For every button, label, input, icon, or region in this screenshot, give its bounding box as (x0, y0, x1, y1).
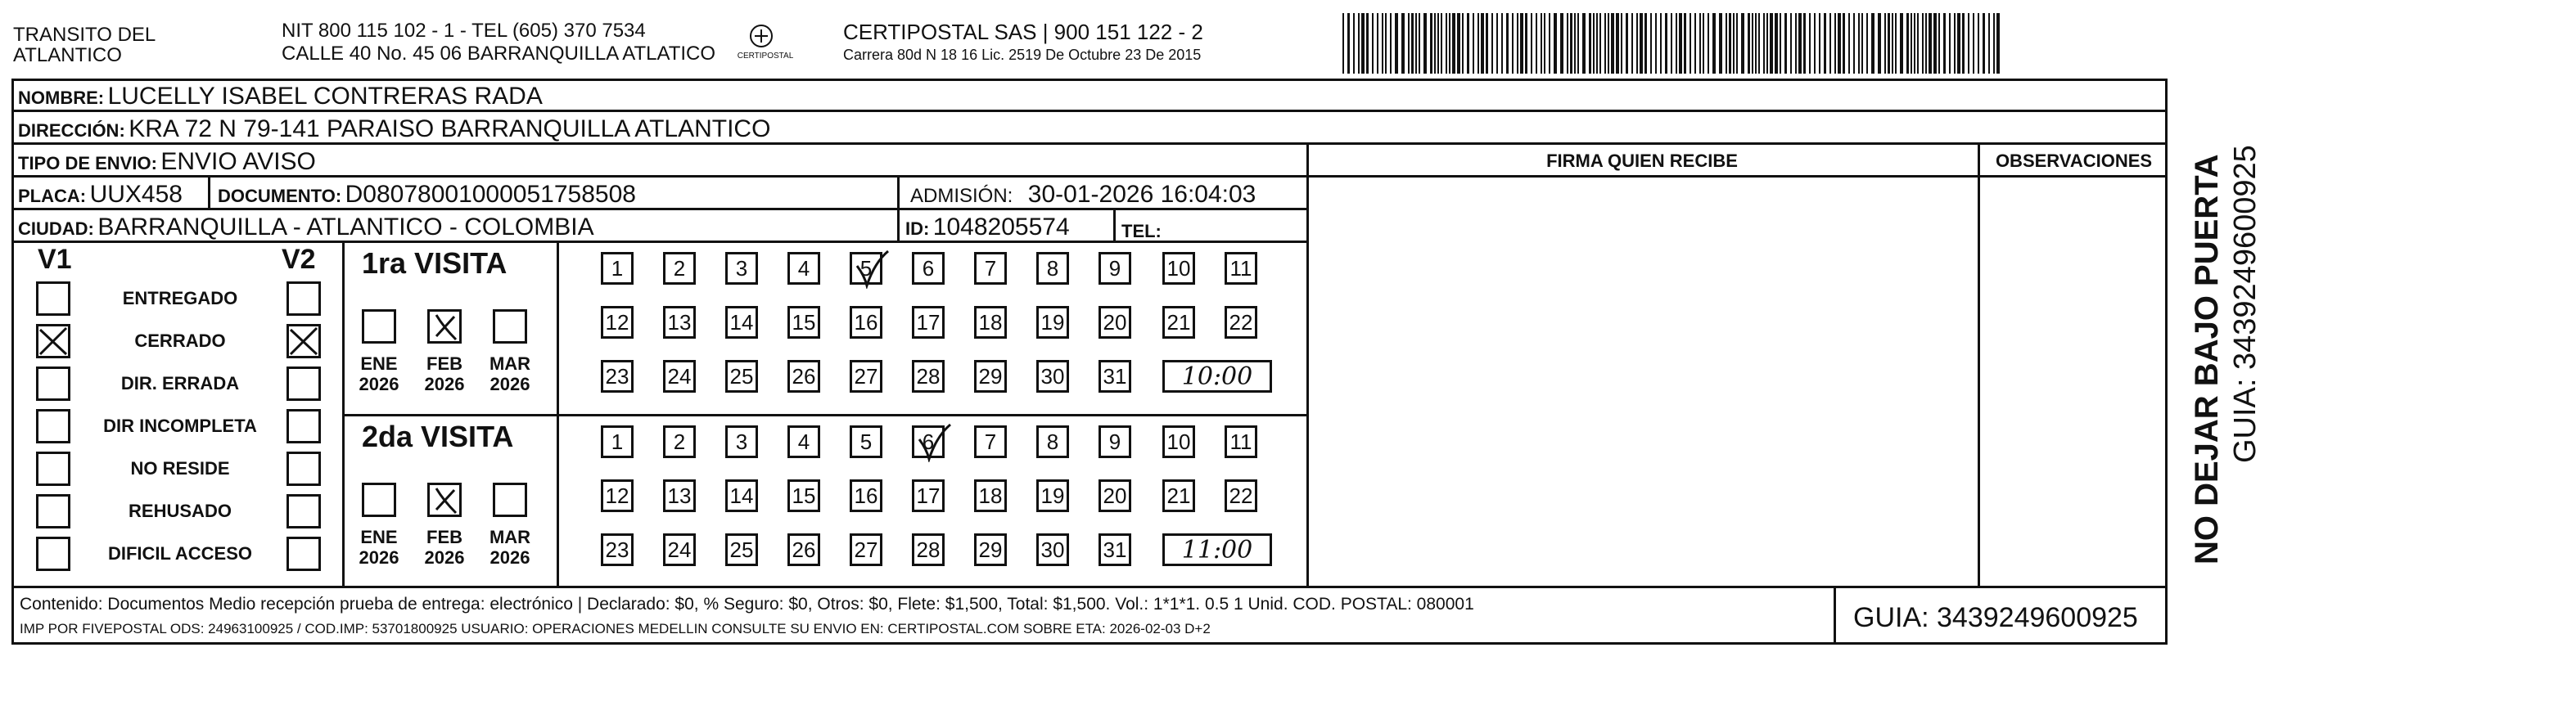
day-box[interactable]: 30 (1036, 360, 1069, 393)
status-label: ENTREGADO (122, 288, 238, 308)
day-box[interactable]: 21 (1162, 479, 1195, 512)
day-box[interactable]: 9 (1099, 425, 1131, 458)
v2-checkbox[interactable] (286, 537, 321, 571)
observaciones-header: OBSERVACIONES (1995, 151, 2153, 171)
day-box[interactable]: 20 (1099, 479, 1131, 512)
status-label: CERRADO (134, 331, 226, 351)
month-name: MAR (489, 527, 531, 547)
day-box[interactable]: 20 (1099, 306, 1131, 339)
day-box[interactable]: 6 (912, 425, 945, 458)
day-box[interactable]: 2 (663, 252, 696, 285)
status-label: NO RESIDE (130, 458, 230, 479)
ciudad-label: CIUDAD: (18, 218, 94, 239)
day-box[interactable]: 15 (787, 306, 820, 339)
day-box[interactable]: 26 (787, 360, 820, 393)
v1-checkbox[interactable] (36, 452, 70, 486)
day-box[interactable]: 14 (725, 479, 758, 512)
month-checkbox[interactable] (362, 309, 396, 344)
day-box[interactable]: 3 (725, 252, 758, 285)
day-box[interactable]: 31 (1099, 533, 1131, 566)
nit-line: NIT 800 115 102 - 1 - TEL (605) 370 7534 (282, 20, 646, 42)
day-box[interactable]: 31 (1099, 360, 1131, 393)
month-label (484, 353, 536, 395)
day-box[interactable]: 5 (850, 425, 882, 458)
day-box[interactable]: 25 (725, 533, 758, 566)
day-box[interactable]: 17 (912, 306, 945, 339)
admision-row (910, 182, 1256, 207)
day-box[interactable]: 22 (1225, 479, 1257, 512)
barcode-icon (1342, 13, 2001, 74)
month-name: ENE (360, 527, 398, 547)
day-box[interactable]: 1 (601, 425, 634, 458)
day-box[interactable]: 19 (1036, 306, 1069, 339)
side-warning: NO DEJAR BAJO PUERTA (2189, 154, 2225, 564)
time-box[interactable]: 10:00 (1162, 360, 1272, 393)
month-label (484, 527, 536, 569)
day-box[interactable]: 18 (974, 479, 1007, 512)
month-label (353, 353, 405, 395)
day-box[interactable]: 29 (974, 533, 1007, 566)
tipo-row (18, 150, 316, 174)
v1-checkbox[interactable] (36, 281, 70, 316)
month-name: FEB (426, 527, 462, 547)
month-name: ENE (360, 353, 398, 374)
month-label (353, 527, 405, 569)
day-box[interactable]: 16 (850, 306, 882, 339)
month-year: 2026 (489, 374, 530, 395)
day-box[interactable]: 4 (787, 252, 820, 285)
v2-checkbox[interactable] (286, 409, 321, 443)
v1-label: V1 (38, 244, 72, 275)
day-box[interactable]: 14 (725, 306, 758, 339)
v1-checkbox[interactable] (36, 324, 70, 358)
courier-address: Carrera 80d N 18 16 Lic. 2519 De Octubre 23 De 2015 (843, 47, 1202, 63)
month-checkbox[interactable] (493, 309, 527, 344)
day-box[interactable]: 11 (1225, 252, 1257, 285)
month-checkbox[interactable] (427, 483, 462, 517)
month-year: 2026 (359, 547, 399, 569)
month-name: FEB (426, 353, 462, 374)
day-box[interactable]: 29 (974, 360, 1007, 393)
nombre-value: LUCELLY ISABEL CONTRERAS RADA (107, 83, 543, 110)
day-box[interactable]: 16 (850, 479, 882, 512)
certipostal-logo (737, 21, 810, 64)
day-box[interactable]: 26 (787, 533, 820, 566)
admision-label: ADMISIÓN: (910, 185, 1013, 207)
day-box[interactable]: 6 (912, 252, 945, 285)
day-box[interactable]: 10 (1162, 425, 1195, 458)
day-box[interactable]: 11 (1225, 425, 1257, 458)
footer-line1: Contenido: Documentos Medio recepción prueba de entrega: electrónico | Declarado: $0, % Seguro: $0, Otros: $0, Flete: $1,500, Total: $1,500. Vol.: 1*1*1. 0.5 1 Unid. COD. POSTAL: 080001 (20, 595, 1474, 614)
company-name: TRANSITO DEL ATLANTICO (13, 24, 156, 67)
tel-label: TEL: (1121, 221, 1162, 241)
status-label: REHUSADO (129, 501, 232, 521)
day-box[interactable]: 24 (663, 360, 696, 393)
v1-checkbox[interactable] (36, 409, 70, 443)
visit-title: 2da VISITA (362, 420, 514, 453)
nombre-row (18, 84, 543, 109)
day-box[interactable]: 19 (1036, 479, 1069, 512)
status-label: DIR. ERRADA (120, 373, 240, 393)
day-box[interactable]: 10 (1162, 252, 1195, 285)
placa-label: PLACA: (18, 186, 87, 206)
day-box[interactable]: 1 (601, 252, 634, 285)
v2-checkbox[interactable] (286, 452, 321, 486)
day-box[interactable]: 27 (850, 533, 882, 566)
tipo-label: TIPO DE ENVIO: (18, 153, 157, 173)
month-checkbox[interactable] (362, 483, 396, 517)
id-label: ID: (905, 218, 930, 239)
day-box[interactable]: 23 (601, 360, 634, 393)
ciudad-value: BARRANQUILLA - ATLANTICO - COLOMBIA (97, 214, 594, 241)
status-label: DIFICIL ACCESO (107, 543, 252, 564)
day-box[interactable]: 12 (601, 479, 634, 512)
firma-header: FIRMA QUIEN RECIBE (1546, 151, 1738, 171)
day-box[interactable]: 4 (787, 425, 820, 458)
day-box[interactable]: 8 (1036, 425, 1069, 458)
v2-checkbox[interactable] (286, 494, 321, 528)
day-box[interactable]: 8 (1036, 252, 1069, 285)
time-box[interactable]: 11:00 (1162, 533, 1272, 566)
month-year: 2026 (359, 374, 399, 395)
ciudad-row (18, 215, 594, 240)
day-box[interactable]: 13 (663, 479, 696, 512)
day-box[interactable]: 27 (850, 360, 882, 393)
day-box[interactable]: 17 (912, 479, 945, 512)
status-label: DIR INCOMPLETA (103, 416, 257, 436)
id-row (905, 215, 1070, 240)
month-name: MAR (489, 353, 531, 374)
v1-checkbox[interactable] (36, 537, 70, 571)
footer-guia: GUIA: 3439249600925 (1853, 602, 2138, 633)
day-box[interactable]: 28 (912, 360, 945, 393)
footer-line2: IMP POR FIVEPOSTAL ODS: 24963100925 / COD.IMP: 53701800925 USUARIO: OPERACIONES MEDELLIN CONSULTE SU ENVIO EN: CERTIPOSTAL.COM SOBRE ETA: 2026-02-03 D+2 (20, 621, 1211, 636)
day-box[interactable]: 7 (974, 252, 1007, 285)
side-guia: GUIA: 3439249600925 (2228, 145, 2262, 463)
day-box[interactable]: 25 (725, 360, 758, 393)
day-box[interactable]: 18 (974, 306, 1007, 339)
direccion-value: KRA 72 N 79-141 PARAISO BARRANQUILLA ATLANTICO (129, 115, 771, 142)
v2-checkbox[interactable] (286, 366, 321, 401)
day-box[interactable]: 7 (974, 425, 1007, 458)
day-box[interactable]: 23 (601, 533, 634, 566)
day-box[interactable]: 30 (1036, 533, 1069, 566)
day-box[interactable]: 2 (663, 425, 696, 458)
admision-value: 30-01-2026 16:04:03 (1027, 181, 1256, 208)
day-box[interactable]: 13 (663, 306, 696, 339)
month-year: 2026 (424, 547, 465, 569)
direccion-label: DIRECCIÓN: (18, 120, 125, 141)
month-year: 2026 (489, 547, 530, 569)
logo-text: CERTIPOSTAL (737, 52, 794, 61)
day-box[interactable]: 9 (1099, 252, 1131, 285)
month-checkbox[interactable] (427, 309, 462, 344)
month-label (418, 353, 471, 395)
month-year: 2026 (424, 374, 465, 395)
v2-checkbox[interactable] (286, 324, 321, 358)
documento-value: D08078001000051758508 (345, 181, 636, 208)
id-value: 1048205574 (932, 214, 1070, 241)
courier-line: CERTIPOSTAL SAS | 900 151 122 - 2 (843, 20, 1203, 44)
day-box[interactable]: 28 (912, 533, 945, 566)
day-box[interactable]: 15 (787, 479, 820, 512)
month-checkbox[interactable] (493, 483, 527, 517)
placa-row (18, 182, 183, 207)
address-line: CALLE 40 No. 45 06 BARRANQUILLA ATLATICO (282, 43, 716, 65)
visit-title: 1ra VISITA (362, 246, 508, 280)
day-box[interactable]: 12 (601, 306, 634, 339)
v2-checkbox[interactable] (286, 281, 321, 316)
nombre-label: NOMBRE: (18, 88, 105, 108)
day-box[interactable]: 22 (1225, 306, 1257, 339)
day-box[interactable]: 24 (663, 533, 696, 566)
day-box[interactable]: 21 (1162, 306, 1195, 339)
direccion-row (18, 117, 770, 142)
day-box[interactable]: 3 (725, 425, 758, 458)
documento-row (218, 182, 636, 207)
v1-checkbox[interactable] (36, 366, 70, 401)
v1-checkbox[interactable] (36, 494, 70, 528)
documento-label: DOCUMENTO: (218, 186, 342, 206)
month-label (418, 527, 471, 569)
tel-row (1121, 218, 1162, 242)
day-box[interactable]: 5 (850, 252, 882, 285)
v2-label: V2 (282, 244, 316, 275)
placa-value: UUX458 (89, 181, 183, 208)
tipo-value: ENVIO AVISO (160, 148, 316, 175)
